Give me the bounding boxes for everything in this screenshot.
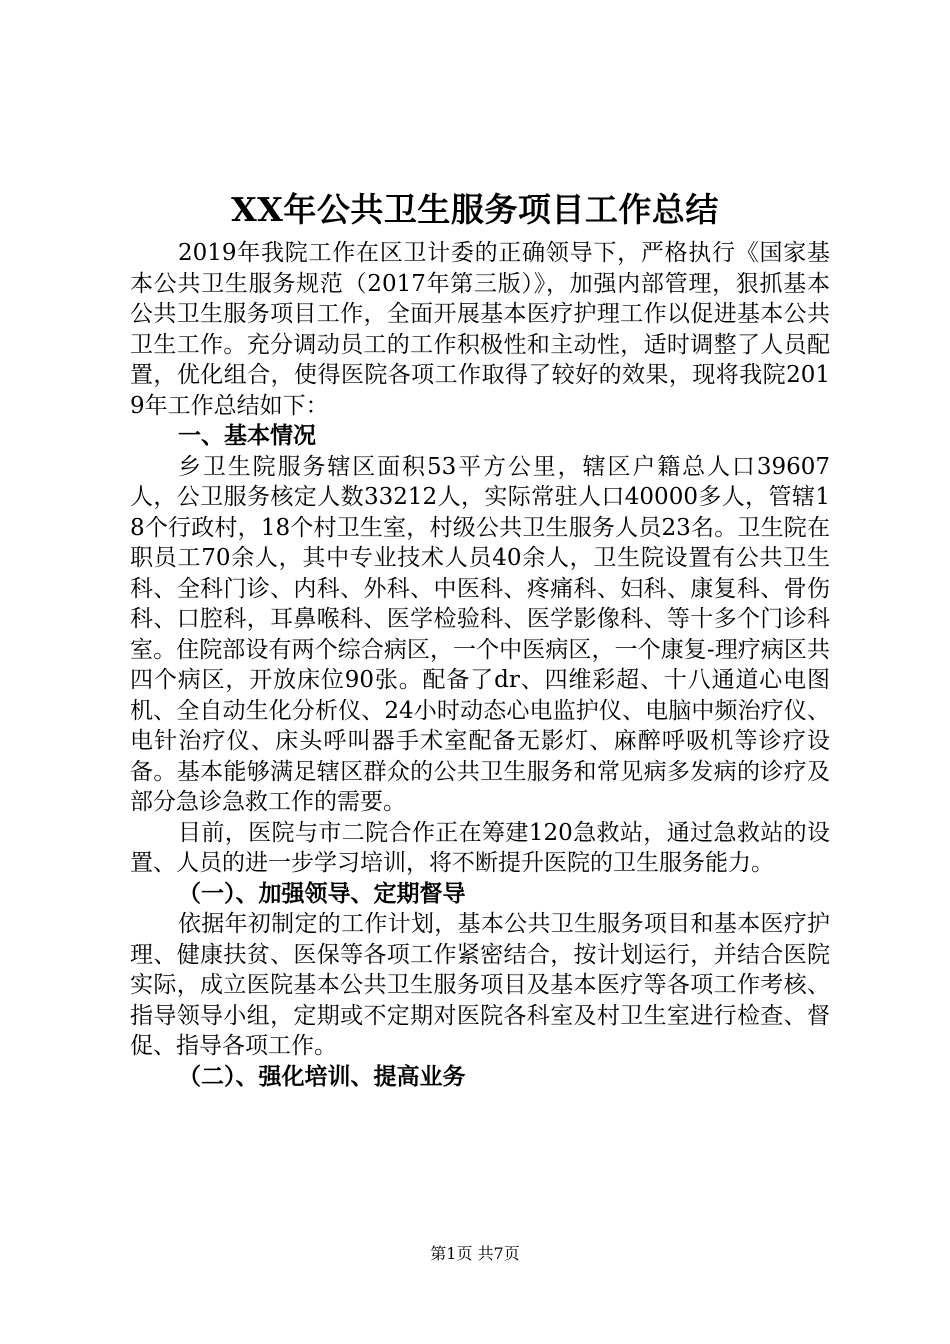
page-number-footer: 第1页 共7页 (430, 1244, 520, 1263)
intro-paragraph: 2019年我院工作在区卫计委的正确领导下，严格执行《国家基本公共卫生服务规范（2017年第三版）》，加强内部管理，狠抓基本公共卫生服务项目工作，全面开展基本医疗护理工作以促进基本公共卫生工作。充分调动员工的工作积极性和主动性，适时调整了人员配置，优化组合，使得医院各项工作取得了较好的效果，现将我院2019年工作总结如下： (130, 240, 830, 419)
basic-info-paragraph: 乡卫生院服务辖区面积53平方公里，辖区户籍总人口39607人，公卫服务核定人数33212人，实际常驻人口40000多人，管辖18个行政村，18个村卫生室，村级公共卫生服务人员23名。卫生院在职员工70余人，其中专业技术人员40余人，卫生院设置有公共卫生科、全科门诊、内科、外科、中医科、疼痛科、妇科、康复科、骨伤科、口腔科，耳鼻喉科、医学检验科、医学影像科、等十多个门诊科室。住院部设有两个综合病区，一个中医病区，一个康复-理疗病区共四个病区，开放床位90张。配备了dr、四维彩超、十八通道心电图机、全自动生化分析仪、24小时动态心电监护仪、电脑中频治疗仪、电针治疗仪、床头呼叫器手术室配备无影灯、麻醉呼吸机等诊疗设备。基本能够满足辖区群众的公共卫生服务和常见病多发病的诊疗及部分急诊急救工作的需要。 (130, 453, 830, 815)
leadership-paragraph: 依据年初制定的工作计划，基本公共卫生服务项目和基本医疗护理、健康扶贫、医保等各项工作紧密结合，按计划运行，并结合医院实际，成立医院基本公共卫生服务项目及基本医疗等各项工作考核、指导领导小组，定期或不定期对医院各科室及村卫生室进行检查、督促、指导各项工作。 (130, 911, 830, 1059)
emergency-station-paragraph: 目前，医院与市二院合作正在筹建120急救站，通过急救站的设置、人员的进一步学习培训，将不断提升医院的卫生服务能力。 (130, 819, 830, 876)
section-heading-training: （二）、强化培训、提高业务 (178, 1063, 466, 1090)
document-title: XX年公共卫生服务项目工作总结 (231, 190, 719, 229)
section-heading-leadership: （一）、加强领导、定期督导 (178, 880, 466, 907)
document-body (130, 238, 830, 1092)
section-heading-basic-info: 一、基本情况 (178, 423, 316, 449)
